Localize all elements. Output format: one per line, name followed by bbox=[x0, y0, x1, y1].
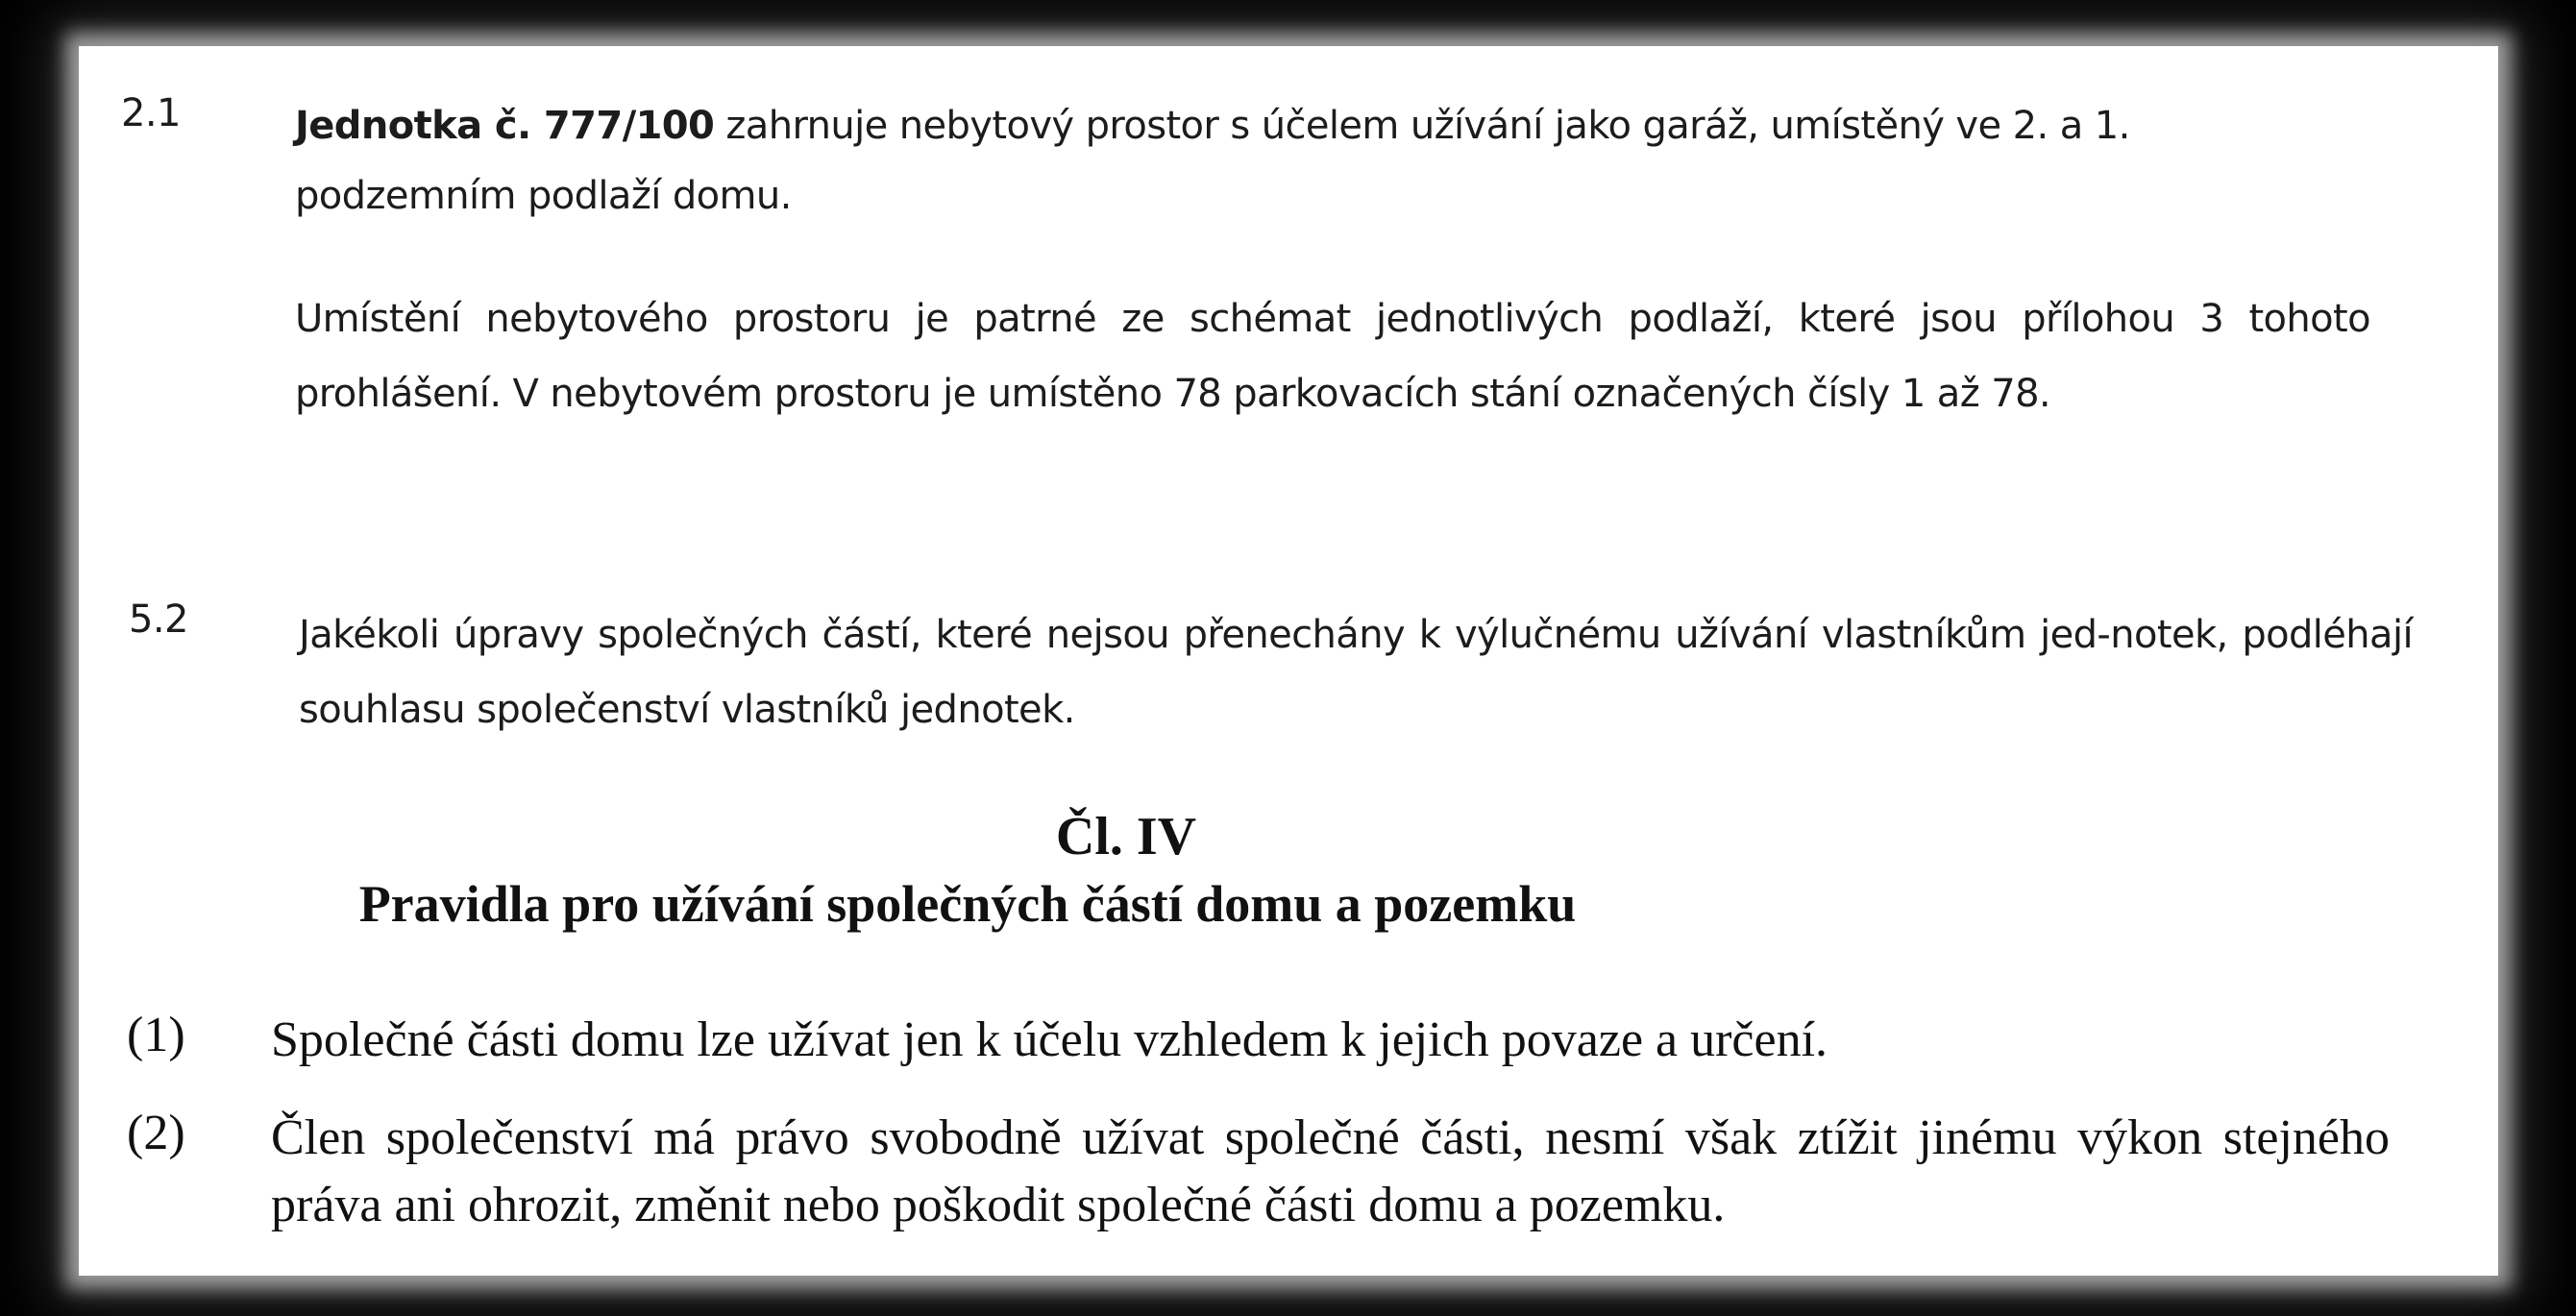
section-2-1-paragraph-1 bbox=[295, 91, 2361, 232]
clause-2-text: Člen společenství má právo svobodně užívat společné části, nesmí však ztížit jinému výkon stejného práva ani ohrozit, změnit nebo poškodit společné části domu a pozemku. bbox=[271, 1110, 2390, 1232]
section-2-1-text: zahrnuje nebytový prostor s účelem užívání jako garáž, umístěný ve 2. a 1. podzemním podlaží domu. bbox=[295, 104, 2130, 218]
unit-identifier: Jednotka č. 777/100 bbox=[295, 104, 715, 148]
clause-1-text: Společné části domu lze užívat jen k účelu vzhledem k jejich povaze a určení. bbox=[271, 1012, 1828, 1067]
article-title: Pravidla pro užívání společných částí domu a pozemku bbox=[358, 875, 1577, 933]
section-number-2-1: 2.1 bbox=[121, 91, 181, 135]
clause-number-2: (2) bbox=[127, 1106, 185, 1160]
article-number: Čl. IV bbox=[1055, 807, 1197, 866]
clause-number-1: (1) bbox=[127, 1008, 185, 1062]
document-page bbox=[79, 46, 2498, 1276]
section-2-1-paragraph-2: Umístění nebytového prostoru je patrné ze schémat jednotlivých podlaží, které jsou přílohou 3 tohoto prohlášení. V nebytovém prostoru je umístěno 78 parkovacích stání označených čísly 1 až 78. bbox=[295, 297, 2370, 416]
section-5-2-paragraph: Jakékoli úpravy společných částí, které nejsou přenechány k výlučnému užívání vlastníkům jed-notek, podléhají souhlasu společenství vlastníků jednotek. bbox=[299, 613, 2413, 732]
section-number-5-2: 5.2 bbox=[129, 597, 188, 642]
